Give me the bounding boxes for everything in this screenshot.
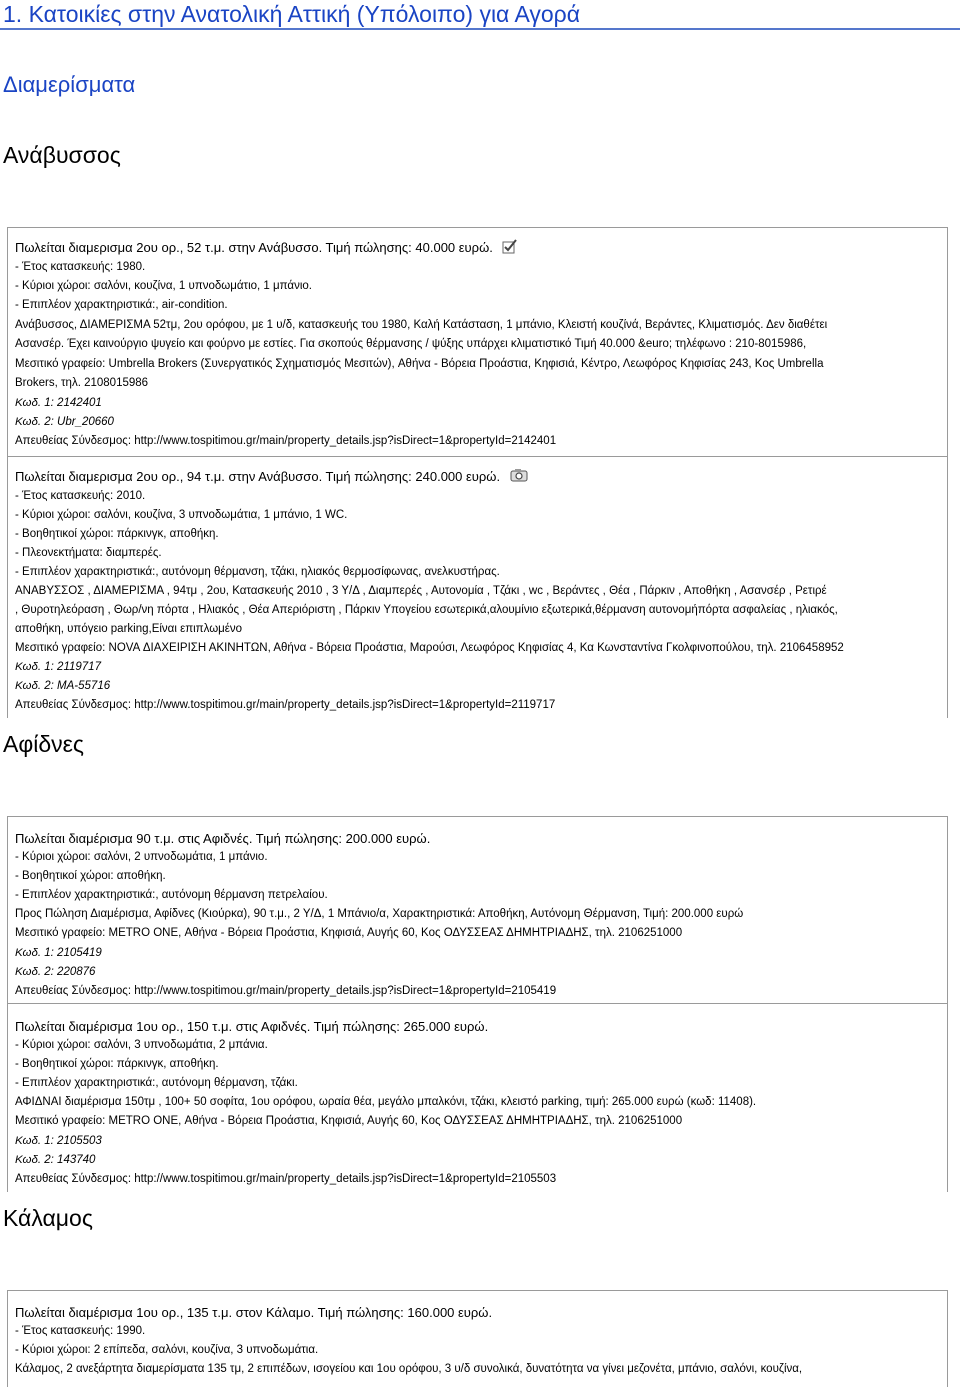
listing-card: [7, 456, 948, 718]
listing-line: Μεσιτικό γραφείο: METRO ONE, Αθήνα - Βόρεια Προάστια, Κηφισιά, Αυγής 60, Κος ΟΔΥΣΣΕΑΣ ΔΗΜΗΤΡΙΑΔΗΣ, τηλ. 2106251000: [15, 927, 683, 939]
listing-line: - Βοηθητικοί χώροι: αποθήκη.: [15, 870, 166, 882]
listing-card: [7, 816, 948, 1003]
listing-line: - Πλεονεκτήματα: διαμπερές.: [15, 547, 162, 559]
location-heading-afidnes: Αφίδνες: [3, 731, 85, 757]
listing-link[interactable]: Απευθείας Σύνδεσμος: http://www.tospitimou.gr/main/property_details.jsp?isDirect=1&propertyId=2119717: [15, 699, 556, 711]
listing-line: Κάλαμος, 2 ανεξάρτητα διαμερίσματα 135 τμ, 2 επιπέδων, ισογείου και 1ου ορόφου, 3 υ/δ συνολικά, δυνατότητα να γίνει μεζονέτα, μπάνιο, σαλόνι, κουζίνα,: [15, 1363, 803, 1375]
listing-line: Brokers, τηλ. 2108015986: [15, 377, 149, 389]
listing-title: Πωλείται διαμέρισμα 1ου ορ., 150 τ.μ. στις Αφιδνές. Τιμή πώλησης: 265.000 ευρώ.: [15, 1019, 489, 1034]
listing-title: [15, 467, 528, 486]
listing-line: Μεσιτικό γραφείο: Umbrella Brokers (Συνεργατικός Σχηματισμός Μεσιτών), Αθήνα - Βόρεια Προάστια, Κηφισιά, Κέντρο, Λεωφόρος Κηφισίας 243, Κος Umbrella: [15, 358, 824, 370]
listing-line: - Κύριοι χώροι: σαλόνι, κουζίνα, 3 υπνοδωμάτια, 1 μπάνιο, 1 WC.: [15, 509, 348, 521]
listing-title: Πωλείται διαμέρισμα 1ου ορ., 135 τ.μ. στον Κάλαμο. Τιμή πώλησης: 160.000 ευρώ.: [15, 1305, 493, 1320]
listing-line: ΑΦΙΔΝΑΙ διαμέρισμα 150τμ , 100+ 50 σοφίτα, 1ου ορόφου, ωραία θέα, μεγάλο μπαλκόνι, τζάκι, κλειστό parking, τιμή: 265.000 ευρώ (κωδ: 11408).: [15, 1096, 757, 1108]
listing-line: - Έτος κατασκευής: 2010.: [15, 490, 146, 502]
listing-line: Ανάβυσσος, ΔΙΑΜΕΡΙΣΜΑ 52τμ, 2ου ορόφου, με 1 υ/δ, κατασκευής του 1980, Καλή Κατάσταση, 1 μπάνιο, Κλειστή κουζίνά, Βεράντες, Κλιματισμός. Δεν διαθέτει: [15, 319, 828, 331]
listing-line: - Επιπλέον χαρακτηριστικά:, αυτόνομη θέρμανση, τζάκι.: [15, 1077, 298, 1089]
listing-title-text: Πωλείται διαμερισμα 2ου ορ., 52 τ.μ. στην Ανάβυσσο. Τιμή πώλησης: 40.000 ευρώ.: [15, 240, 493, 255]
listing-line: - Επιπλέον χαρακτηριστικά:, αυτόνομη θέρμανση, τζάκι, ηλιακός θερμοσίφωνας, ανελκυστήρας.: [15, 566, 500, 578]
listing-line: Μεσιτικό γραφείο: METRO ONE, Αθήνα - Βόρεια Προάστια, Κηφισιά, Αυγής 60, Κος ΟΔΥΣΣΕΑΣ ΔΗΜΗΤΡΙΑΔΗΣ, τηλ. 2106251000: [15, 1115, 683, 1127]
listing-code-2: Κωδ. 2: Ubr_20660: [15, 416, 114, 428]
listing-line: - Κύριοι χώροι: σαλόνι, 3 υπνοδωμάτια, 2 μπάνια.: [15, 1039, 268, 1051]
listing-line: , Θυροτηλεόραση , Θωρ/νη πόρτα , Ηλιακός , Θέα Απεριόριστη , Πάρκιν Υπογείου εσωτερικά,αλουμίνιο εξωτερικά,θέρμανση αυτονομήπόρτα ασφαλείας , ηλιακός,: [15, 604, 838, 616]
listing-line: - Επιπλέον χαρακτηριστικά:, αυτόνομη θέρμανση πετρελαίου.: [15, 889, 328, 901]
listing-code-1: Κωδ. 1: 2142401: [15, 397, 102, 409]
location-heading-anavyssos: Ανάβυσσος: [3, 142, 121, 168]
listing-line: - Βοηθητικοί χώροι: πάρκινγκ, αποθήκη.: [15, 528, 219, 540]
page-heading: 1. Κατοικίες στην Ανατολική Αττική (Υπόλοιπο) για Αγορά: [0, 0, 960, 30]
listing-title: [15, 238, 518, 257]
listing-card: [7, 1003, 948, 1192]
listing-line: - Έτος κατασκευής: 1990.: [15, 1325, 146, 1337]
listing-link[interactable]: Απευθείας Σύνδεσμος: http://www.tospitimou.gr/main/property_details.jsp?isDirect=1&propertyId=2105503: [15, 1173, 557, 1185]
listing-link[interactable]: Απευθείας Σύνδεσμος: http://www.tospitimou.gr/main/property_details.jsp?isDirect=1&propertyId=2105419: [15, 985, 557, 997]
listing-line: - Βοηθητικοί χώροι: πάρκινγκ, αποθήκη.: [15, 1058, 219, 1070]
listing-card: [7, 1290, 948, 1387]
listing-line: Προς Πώληση Διαμέρισμα, Αφίδνες (Κιούρκα), 90 τ.μ., 2 Υ/Δ, 1 Μπάνιο/α, Χαρακτηριστικά: Αποθήκη, Αυτόνομη Θέρμανση, Τιμή: 200.000 ευρώ: [15, 908, 744, 920]
listing-code-2: Κωδ. 2: MA-55716: [15, 680, 111, 692]
listing-line: - Επιπλέον χαρακτηριστικά:, air-condition.: [15, 299, 228, 311]
listing-code-1: Κωδ. 1: 2119717: [15, 661, 101, 673]
camera-icon: [510, 468, 528, 487]
listing-link[interactable]: Απευθείας Σύνδεσμος: http://www.tospitimou.gr/main/property_details.jsp?isDirect=1&propertyId=2142401: [15, 435, 557, 447]
checkbox-icon: [502, 239, 518, 259]
listing-line: - Κύριοι χώροι: 2 επίπεδα, σαλόνι, κουζίνα, 3 υπνοδωμάτια.: [15, 1344, 319, 1356]
location-heading-kalamos: Κάλαμος: [3, 1205, 93, 1231]
listing-code-2: Κωδ. 2: 220876: [15, 966, 96, 978]
listing-card: [7, 227, 948, 456]
listing-line: - Έτος κατασκευής: 1980.: [15, 261, 146, 273]
listing-code-1: Κωδ. 1: 2105503: [15, 1135, 102, 1147]
listing-code-2: Κωδ. 2: 143740: [15, 1154, 96, 1166]
listing-line: - Κύριοι χώροι: σαλόνι, κουζίνα, 1 υπνοδωμάτιο, 1 μπάνιο.: [15, 280, 312, 292]
listing-title: Πωλείται διαμέρισμα 90 τ.μ. στις Αφιδνές. Τιμή πώλησης: 200.000 ευρώ.: [15, 831, 431, 846]
listing-title-text: Πωλείται διαμερισμα 2ου ορ., 94 τ.μ. στην Ανάβυσσο. Τιμή πώλησης: 240.000 ευρώ.: [15, 469, 501, 484]
listing-line: Ασανσέρ. Έχει καινούργιο ψυγείο και φούρνο με εστίες. Για σκοπούς θέρμανσης / ψύξης υπάρχει κλιματιστικό Τιμή 40.000 &euro; τηλέφωνο : 210-8015986,: [15, 338, 807, 350]
listing-line: Μεσιτικό γραφείο: NOVA ΔΙΑΧΕΙΡΙΣΗ ΑΚΙΝΗΤΩΝ, Αθήνα - Βόρεια Προάστια, Μαρούσι, Λεωφόρος Κηφισίας 4, Κα Κωνσταντίνα Γκολφινοπούλου, τηλ. 2106458952: [15, 642, 844, 654]
listing-line: - Κύριοι χώροι: σαλόνι, 2 υπνοδωμάτια, 1 μπάνιο.: [15, 851, 268, 863]
listing-code-1: Κωδ. 1: 2105419: [15, 947, 102, 959]
category-heading: Διαμερίσματα: [3, 72, 136, 97]
listing-line: ΑΝΑΒΥΣΣΟΣ , ΔΙΑΜΕΡΙΣΜΑ , 94τμ , 2ου, Κατασκευής 2010 , 3 Υ/Δ , Διαμπερές , Αυτονομία , Τζάκι , wc , Βεράντες , Θέα , Πάρκιν , Αποθήκη , Ασανσέρ , Ρετιρέ: [15, 585, 827, 597]
listing-line: αποθήκη, υπόγειο parking,Είναι επιπλωμένο: [15, 623, 243, 635]
